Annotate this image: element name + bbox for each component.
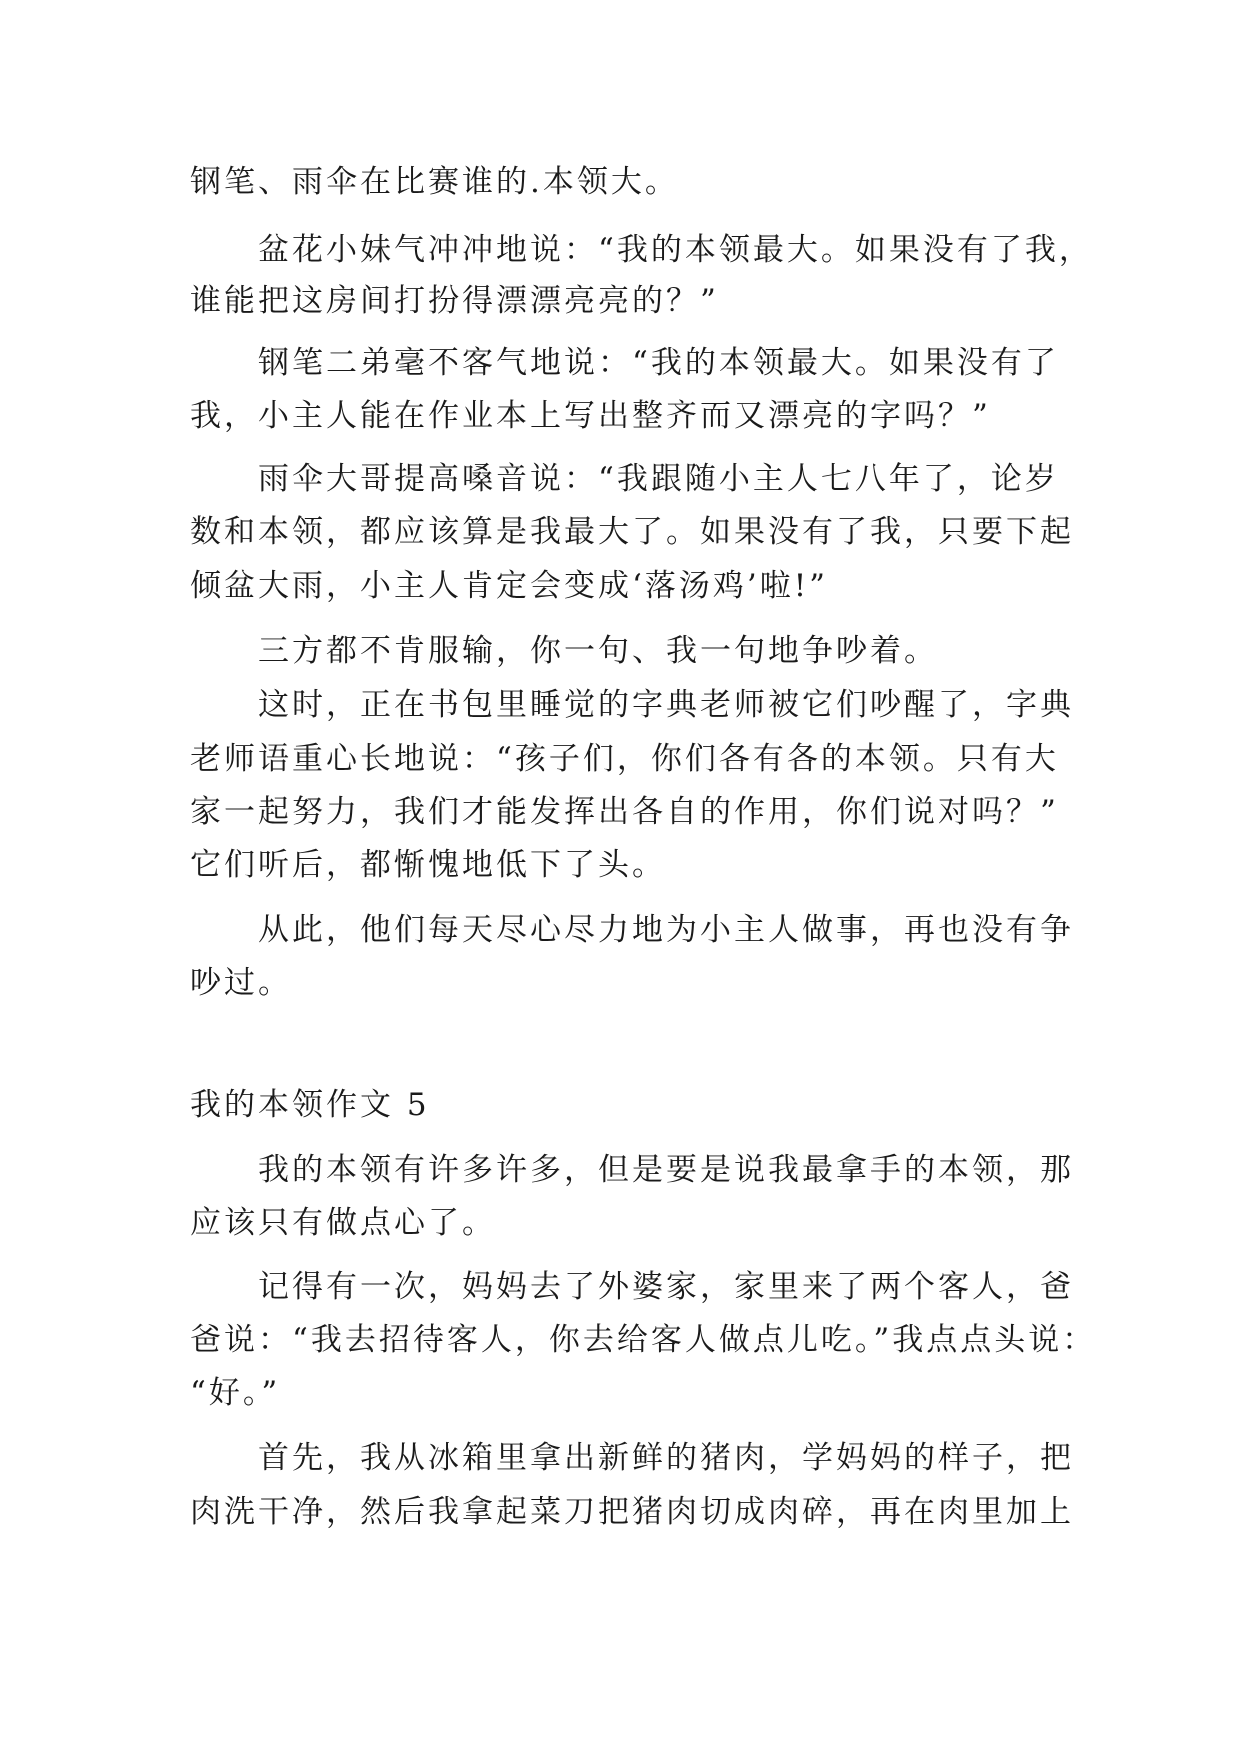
- text-line: 家一起努力，我们才能发挥出各自的作用，你们说对吗？”: [190, 794, 1059, 830]
- text-line: 它们听后，都惭愧地低下了头。: [190, 847, 666, 883]
- text-line: 记得有一次，妈妈去了外婆家，家里来了两个客人，爸: [258, 1269, 1074, 1305]
- text-line: 肉洗干净，然后我拿起菜刀把猪肉切成肉碎，再在肉里加上: [190, 1494, 1074, 1530]
- section-heading: 我的本领作文 5: [190, 1087, 430, 1123]
- text-line: 倾盆大雨，小主人肯定会变成‘落汤鸡’啦!”: [190, 568, 829, 604]
- text-line: 钢笔二弟毫不客气地说：“我的本领最大。如果没有了: [258, 345, 1059, 381]
- text-line: 盆花小妹气冲冲地说：“我的本领最大。如果没有了我，: [258, 232, 1093, 268]
- text-line: 我的本领有许多许多，但是要是说我最拿手的本领，那: [258, 1152, 1074, 1188]
- text-line: 应该只有做点心了。: [190, 1205, 496, 1241]
- text-line: 首先，我从冰箱里拿出新鲜的猪肉，学妈妈的样子，把: [258, 1440, 1074, 1476]
- text-line: 雨伞大哥提高嗓音说：“我跟随小主人七八年了，论岁: [258, 461, 1059, 497]
- text-line: 我，小主人能在作业本上写出整齐而又漂亮的字吗？”: [190, 398, 991, 434]
- text-line: 这时，正在书包里睡觉的字典老师被它们吵醒了，字典: [258, 687, 1074, 723]
- text-line: “好。”: [190, 1375, 281, 1411]
- text-line: 吵过。: [190, 965, 292, 1001]
- text-line: 从此，他们每天尽心尽力地为小主人做事，再也没有争: [258, 912, 1074, 948]
- text-line: 三方都不肯服输，你一句、我一句地争吵着。: [258, 633, 938, 669]
- text-line: 老师语重心长地说：“孩子们，你们各有各的本领。只有大: [190, 741, 1059, 777]
- text-line: 爸说：“我去招待客人，你去给客人做点儿吃。”我点点头说：: [190, 1322, 1097, 1358]
- text-line: 谁能把这房间打扮得漂漂亮亮的？”: [190, 283, 719, 319]
- text-line: 钢笔、雨伞在比赛谁的.本领大。: [190, 164, 679, 200]
- text-line: 数和本领，都应该算是我最大了。如果没有了我，只要下起: [190, 514, 1074, 550]
